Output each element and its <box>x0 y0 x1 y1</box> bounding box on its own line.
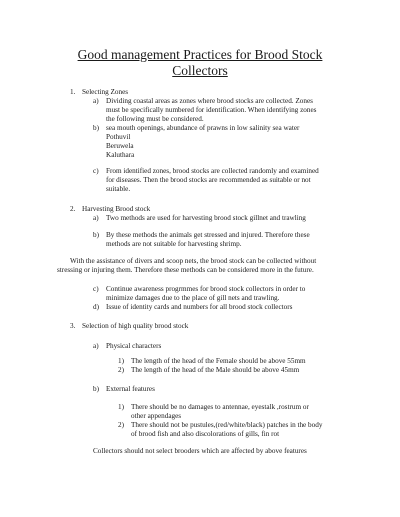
s2-item-a-line-1: Two methods are used for harvesting brood stock gillnet and trawling <box>106 214 306 222</box>
s3-item-b-label: b) <box>93 385 99 393</box>
section-1-heading: Selecting Zones <box>82 88 129 96</box>
s3-b-sub-2-line-1: There should not be pustules,(red/white/black) patches in the body <box>131 421 323 429</box>
s1-item-c-line-2: for diseases. Then the brood stocks are recommended as suitable or not <box>106 176 311 184</box>
s3-b-sub-1-number: 1) <box>118 403 124 411</box>
s3-b-sub-1-line-2: other appendages <box>131 412 182 420</box>
s3-b-sub-2-line-2: of brood fish and also discolorations of gills, fin rot <box>131 430 280 438</box>
s2-item-c-label: c) <box>93 285 99 293</box>
s2-item-a-label: a) <box>93 214 99 222</box>
document-title-line-2: Collectors <box>172 63 228 78</box>
s2-item-c-line-1: Continue awareness progrmmes for brood stock collectors in order to <box>106 285 306 293</box>
place-pothuvil: Pothuvil <box>106 133 131 141</box>
s1-item-b-label: b) <box>93 124 99 132</box>
section-2-number: 2. <box>70 205 76 213</box>
place-kaluthara: Kaluthara <box>106 151 135 159</box>
s1-item-c-label: c) <box>93 167 99 175</box>
s3-a-sub-1-number: 1) <box>118 357 124 365</box>
s1-item-a-label: a) <box>93 97 99 105</box>
s1-item-c-line-1: From identified zones, brood stocks are collected randomly and examined <box>106 167 319 175</box>
section-2-heading: Harvesting Brood stock <box>82 205 151 213</box>
s1-item-a-line-3: the following must be considered. <box>106 115 204 123</box>
section-1-number: 1. <box>70 88 76 96</box>
section-3-number: 3. <box>70 322 76 330</box>
s3-a-sub-2-text: The length of the head of the Male should be above 45mm <box>131 366 300 374</box>
section-3-heading: Selection of high quality brood stock <box>82 322 189 330</box>
s3-b-sub-1-line-1: There should be no damages to antennae, eyestalk ,rostrum or <box>131 403 309 411</box>
s2-item-b-line-1: By these methods the animals get stressed and injured. Therefore these <box>106 231 310 239</box>
s3-a-sub-1-text: The length of the head of the Female should be above 55mm <box>131 357 306 365</box>
s3-item-b-heading: External features <box>106 385 155 393</box>
s3-a-sub-2-number: 2) <box>118 366 124 374</box>
s3-item-a-label: a) <box>93 342 99 350</box>
closing-note: Collectors should not select brooders which are affected by above features <box>93 447 307 455</box>
document-title-line-1: Good management Practices for Brood Stock <box>77 47 323 62</box>
s2-paragraph-line-2: stressing or injuring them. Therefore these methods can be considered more in the future. <box>57 266 314 274</box>
s2-paragraph-line-1: With the assistance of divers and scoop nets, the brood stock can be collected without <box>70 257 317 265</box>
s2-item-b-line-2: methods are not suitable for harvesting shrimp. <box>106 240 242 248</box>
s1-item-c-line-3: suitable. <box>106 185 131 193</box>
s2-item-d-line-1: Issue of identity cards and numbers for all brood stock collectors <box>106 303 293 311</box>
s3-item-a-heading: Physical characters <box>106 342 162 350</box>
s1-item-a-line-1: Dividing coastal areas as zones where brood stocks are collected. Zones <box>106 97 313 105</box>
place-beruwela: Beruwela <box>106 142 134 150</box>
s3-b-sub-2-number: 2) <box>118 421 124 429</box>
s2-item-c-line-2: minimize damages due to the place of gill nets and trawling. <box>106 294 280 302</box>
s1-item-b-line-1: sea mouth openings, abundance of prawns in low salinity sea water <box>106 124 300 132</box>
s1-item-a-line-2: must be specifically numbered for identification. When identifying zones <box>106 106 317 114</box>
s2-item-d-label: d) <box>93 303 99 311</box>
s2-item-b-label: b) <box>93 231 99 239</box>
